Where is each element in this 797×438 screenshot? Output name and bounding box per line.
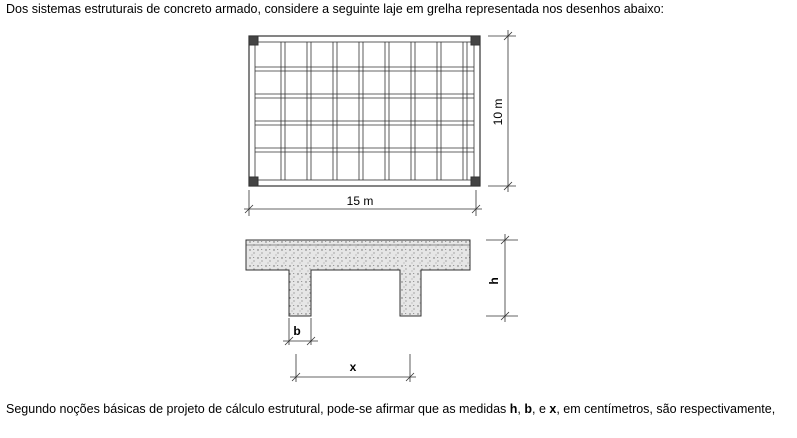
question-b: b	[524, 402, 533, 416]
plan-outer-border	[249, 36, 480, 186]
question-sep2: , e	[532, 402, 550, 416]
question-h: h	[509, 402, 518, 416]
width-label: 15 m	[346, 194, 374, 208]
x-label: x	[349, 360, 357, 374]
dimension-width	[244, 190, 482, 216]
slab-section	[246, 240, 470, 316]
corner-column	[471, 36, 480, 45]
section-view	[246, 240, 470, 316]
question-part2: , em centímetros, são respectivamente,	[556, 402, 776, 416]
dimension-x	[290, 354, 416, 382]
dimension-height	[488, 30, 516, 192]
height-label: 10 m	[491, 98, 505, 126]
grid-cols	[281, 42, 467, 180]
plan-view	[249, 36, 480, 186]
corner-column	[249, 36, 258, 45]
b-label: b	[293, 324, 301, 338]
dimension-h	[486, 234, 518, 322]
intro-text: Dos sistemas estruturais de concreto armado, considere a seguinte laje em grelha representada nos desenhos abaixo:	[6, 2, 665, 16]
h-label: h	[487, 277, 501, 285]
question-sep1: ,	[517, 402, 525, 416]
corner-column	[471, 177, 480, 186]
question-part1: Segundo noções básicas de projeto de cálculo estrutural, pode-se afirmar que as medidas	[6, 402, 510, 416]
dimension-b	[283, 318, 318, 345]
question-x: x	[549, 402, 557, 416]
corner-column	[249, 177, 258, 186]
question-text	[6, 402, 792, 417]
